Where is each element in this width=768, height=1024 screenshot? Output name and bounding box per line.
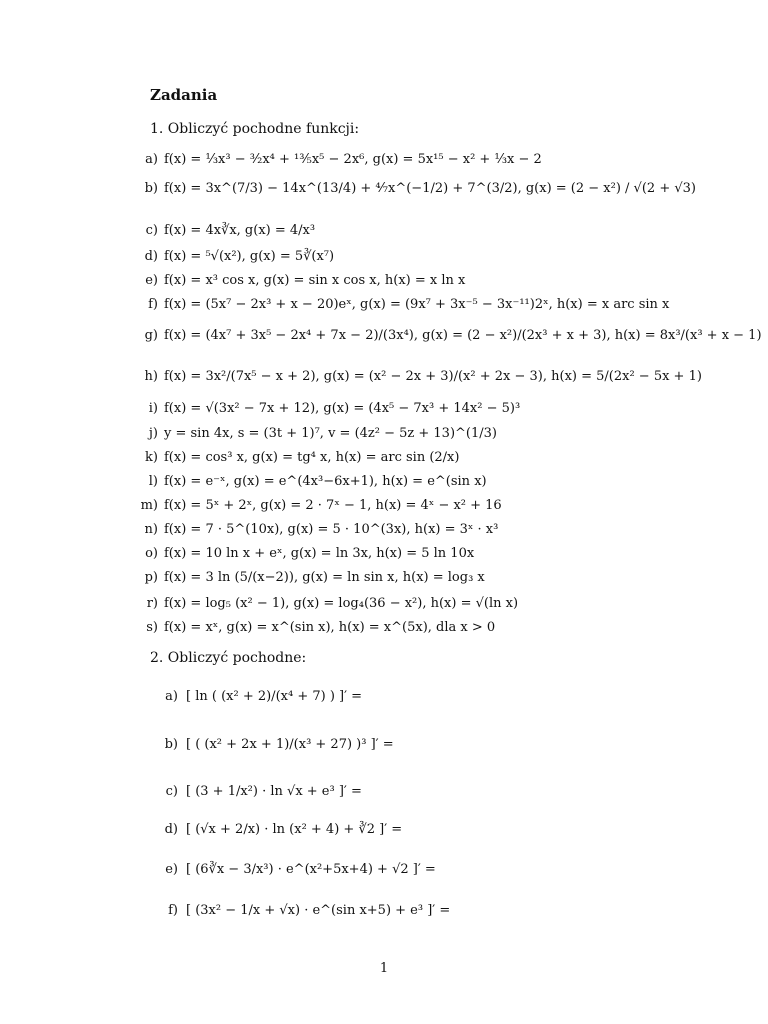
item-formula: f(x) = e⁻ˣ, g(x) = e^(4x³−6x+1), h(x) = e^(sin x) (164, 474, 487, 489)
item-label: a) (145, 152, 158, 167)
item-formula: f(x) = ⁵√(x²), g(x) = 5∛(x⁷) (164, 249, 335, 264)
item-formula: f(x) = log₅ (x² − 1), g(x) = log₄(36 − x²), h(x) = √(ln x) (164, 596, 519, 611)
item-label: d) (164, 822, 178, 837)
task1-item-d (140, 249, 740, 265)
item-label: p) (144, 570, 158, 585)
item-formula: [ (√x + 2/x) · ln (x² + 4) + ∛2 ]′ = (186, 822, 403, 837)
page-number: 1 (379, 961, 389, 976)
item-formula: f(x) = ⅓x³ − ³⁄₂x⁴ + ¹³⁄₅x⁵ − 2x⁶, g(x) = 5x¹⁵ − x² + ⅓x − 2 (164, 152, 542, 167)
task1-item-l (140, 474, 740, 490)
task1-item-a (140, 152, 740, 168)
item-formula: f(x) = (4x⁷ + 3x⁵ − 2x⁴ + 7x − 2)/(3x⁴), g(x) = (2 − x²)/(2x³ + x + 3), h(x) = 8x³/(x³ + x − 1) (164, 328, 762, 343)
task1-item-c (140, 223, 740, 239)
task1-item-m (140, 498, 740, 514)
item-label: j) (148, 426, 158, 441)
task1-item-k (140, 450, 740, 466)
item-label: f) (148, 297, 158, 312)
task2-item-f (160, 903, 450, 918)
item-label: h) (144, 369, 158, 384)
item-label: f) (168, 903, 178, 918)
item-formula: f(x) = (5x⁷ − 2x³ + x − 20)eˣ, g(x) = (9x⁷ + 3x⁻⁵ − 3x⁻¹¹)2ˣ, h(x) = x arc sin x (164, 297, 670, 312)
item-formula: f(x) = 3x²/(7x⁵ − x + 2), g(x) = (x² − 2x + 3)/(x² + 2x − 3), h(x) = 5/(2x² − 5x + 1) (164, 369, 702, 384)
task1-item-f (140, 297, 740, 313)
item-formula: f(x) = √(3x² − 7x + 12), g(x) = (4x⁵ − 7x³ + 14x² − 5)³ (164, 401, 521, 416)
task1-item-n (140, 522, 740, 538)
item-label: g) (144, 328, 158, 343)
task2-item-c (160, 784, 362, 799)
task1-heading: 1. Obliczyć pochodne funkcji: (150, 121, 360, 137)
item-formula: f(x) = cos³ x, g(x) = tg⁴ x, h(x) = arc sin (2/x) (164, 450, 460, 465)
item-formula: f(x) = 7 · 5^(10x), g(x) = 5 · 10^(3x), h(x) = 3ˣ · x³ (164, 522, 499, 537)
item-label: b) (144, 181, 158, 196)
item-label: d) (144, 249, 158, 264)
item-formula: y = sin 4x, s = (3t + 1)⁷, v = (4z² − 5z + 13)^(1/3) (164, 426, 497, 441)
item-formula: f(x) = 10 ln x + eˣ, g(x) = ln 3x, h(x) = 5 ln 10x (164, 546, 475, 561)
item-label: n) (144, 522, 158, 537)
task2-item-d (160, 822, 402, 837)
task2-item-a (160, 689, 362, 704)
task1-item-b (140, 178, 740, 200)
item-formula: [ ln ( (x² + 2)/(x⁴ + 7) ) ]′ = (186, 689, 363, 704)
task2-item-e (160, 862, 436, 877)
item-formula: f(x) = x³ cos x, g(x) = sin x cos x, h(x) = x ln x (164, 273, 466, 288)
task1-item-r (140, 596, 740, 612)
item-label: a) (165, 689, 178, 704)
item-label: o) (145, 546, 158, 561)
task2-heading: 2. Obliczyć pochodne: (150, 650, 307, 666)
item-formula: f(x) = 4x∛x, g(x) = 4/x³ (164, 223, 316, 238)
item-label: c) (145, 223, 158, 238)
item-formula: f(x) = 3x^(7/3) − 14x^(13/4) + ⁴⁄₇x^(−1/2) + 7^(3/2), g(x) = (2 − x²) / √(2 + √3) (164, 181, 696, 196)
item-formula: f(x) = 3 ln (5/(x−2)), g(x) = ln sin x, h(x) = log₃ x (164, 570, 485, 585)
item-label: e) (145, 273, 158, 288)
task1-item-j (140, 426, 740, 442)
item-label: s) (146, 620, 158, 635)
item-label: m) (140, 498, 158, 513)
item-formula: f(x) = 5ˣ + 2ˣ, g(x) = 2 · 7ˣ − 1, h(x) = 4ˣ − x² + 16 (164, 498, 502, 513)
item-label: e) (165, 862, 178, 877)
item-formula: [ ( (x² + 2x + 1)/(x³ + 27) )³ ]′ = (186, 737, 394, 752)
task1-item-h (140, 366, 740, 388)
item-label: r) (146, 596, 158, 611)
item-formula: [ (3 + 1/x²) · ln √x + e³ ]′ = (186, 784, 362, 799)
item-label: b) (164, 737, 178, 752)
task1-item-p (140, 570, 740, 586)
task1-item-g (140, 325, 762, 347)
item-label: i) (148, 401, 158, 416)
document-title: Zadania (150, 86, 218, 104)
task1-item-e (140, 273, 740, 289)
item-formula: [ (3x² − 1/x + √x) · e^(sin x+5) + e³ ]′ = (186, 903, 451, 918)
item-label: k) (145, 450, 158, 465)
item-label: c) (165, 784, 178, 799)
task1-item-s (140, 620, 740, 636)
task2-item-b (160, 737, 394, 752)
task1-item-i (140, 401, 740, 417)
item-formula: [ (6∛x − 3/x³) · e^(x²+5x+4) + √2 ]′ = (186, 862, 436, 877)
item-label: l) (148, 474, 158, 489)
task1-item-o (140, 546, 740, 562)
item-formula: f(x) = xˣ, g(x) = x^(sin x), h(x) = x^(5x), dla x > 0 (164, 620, 496, 635)
